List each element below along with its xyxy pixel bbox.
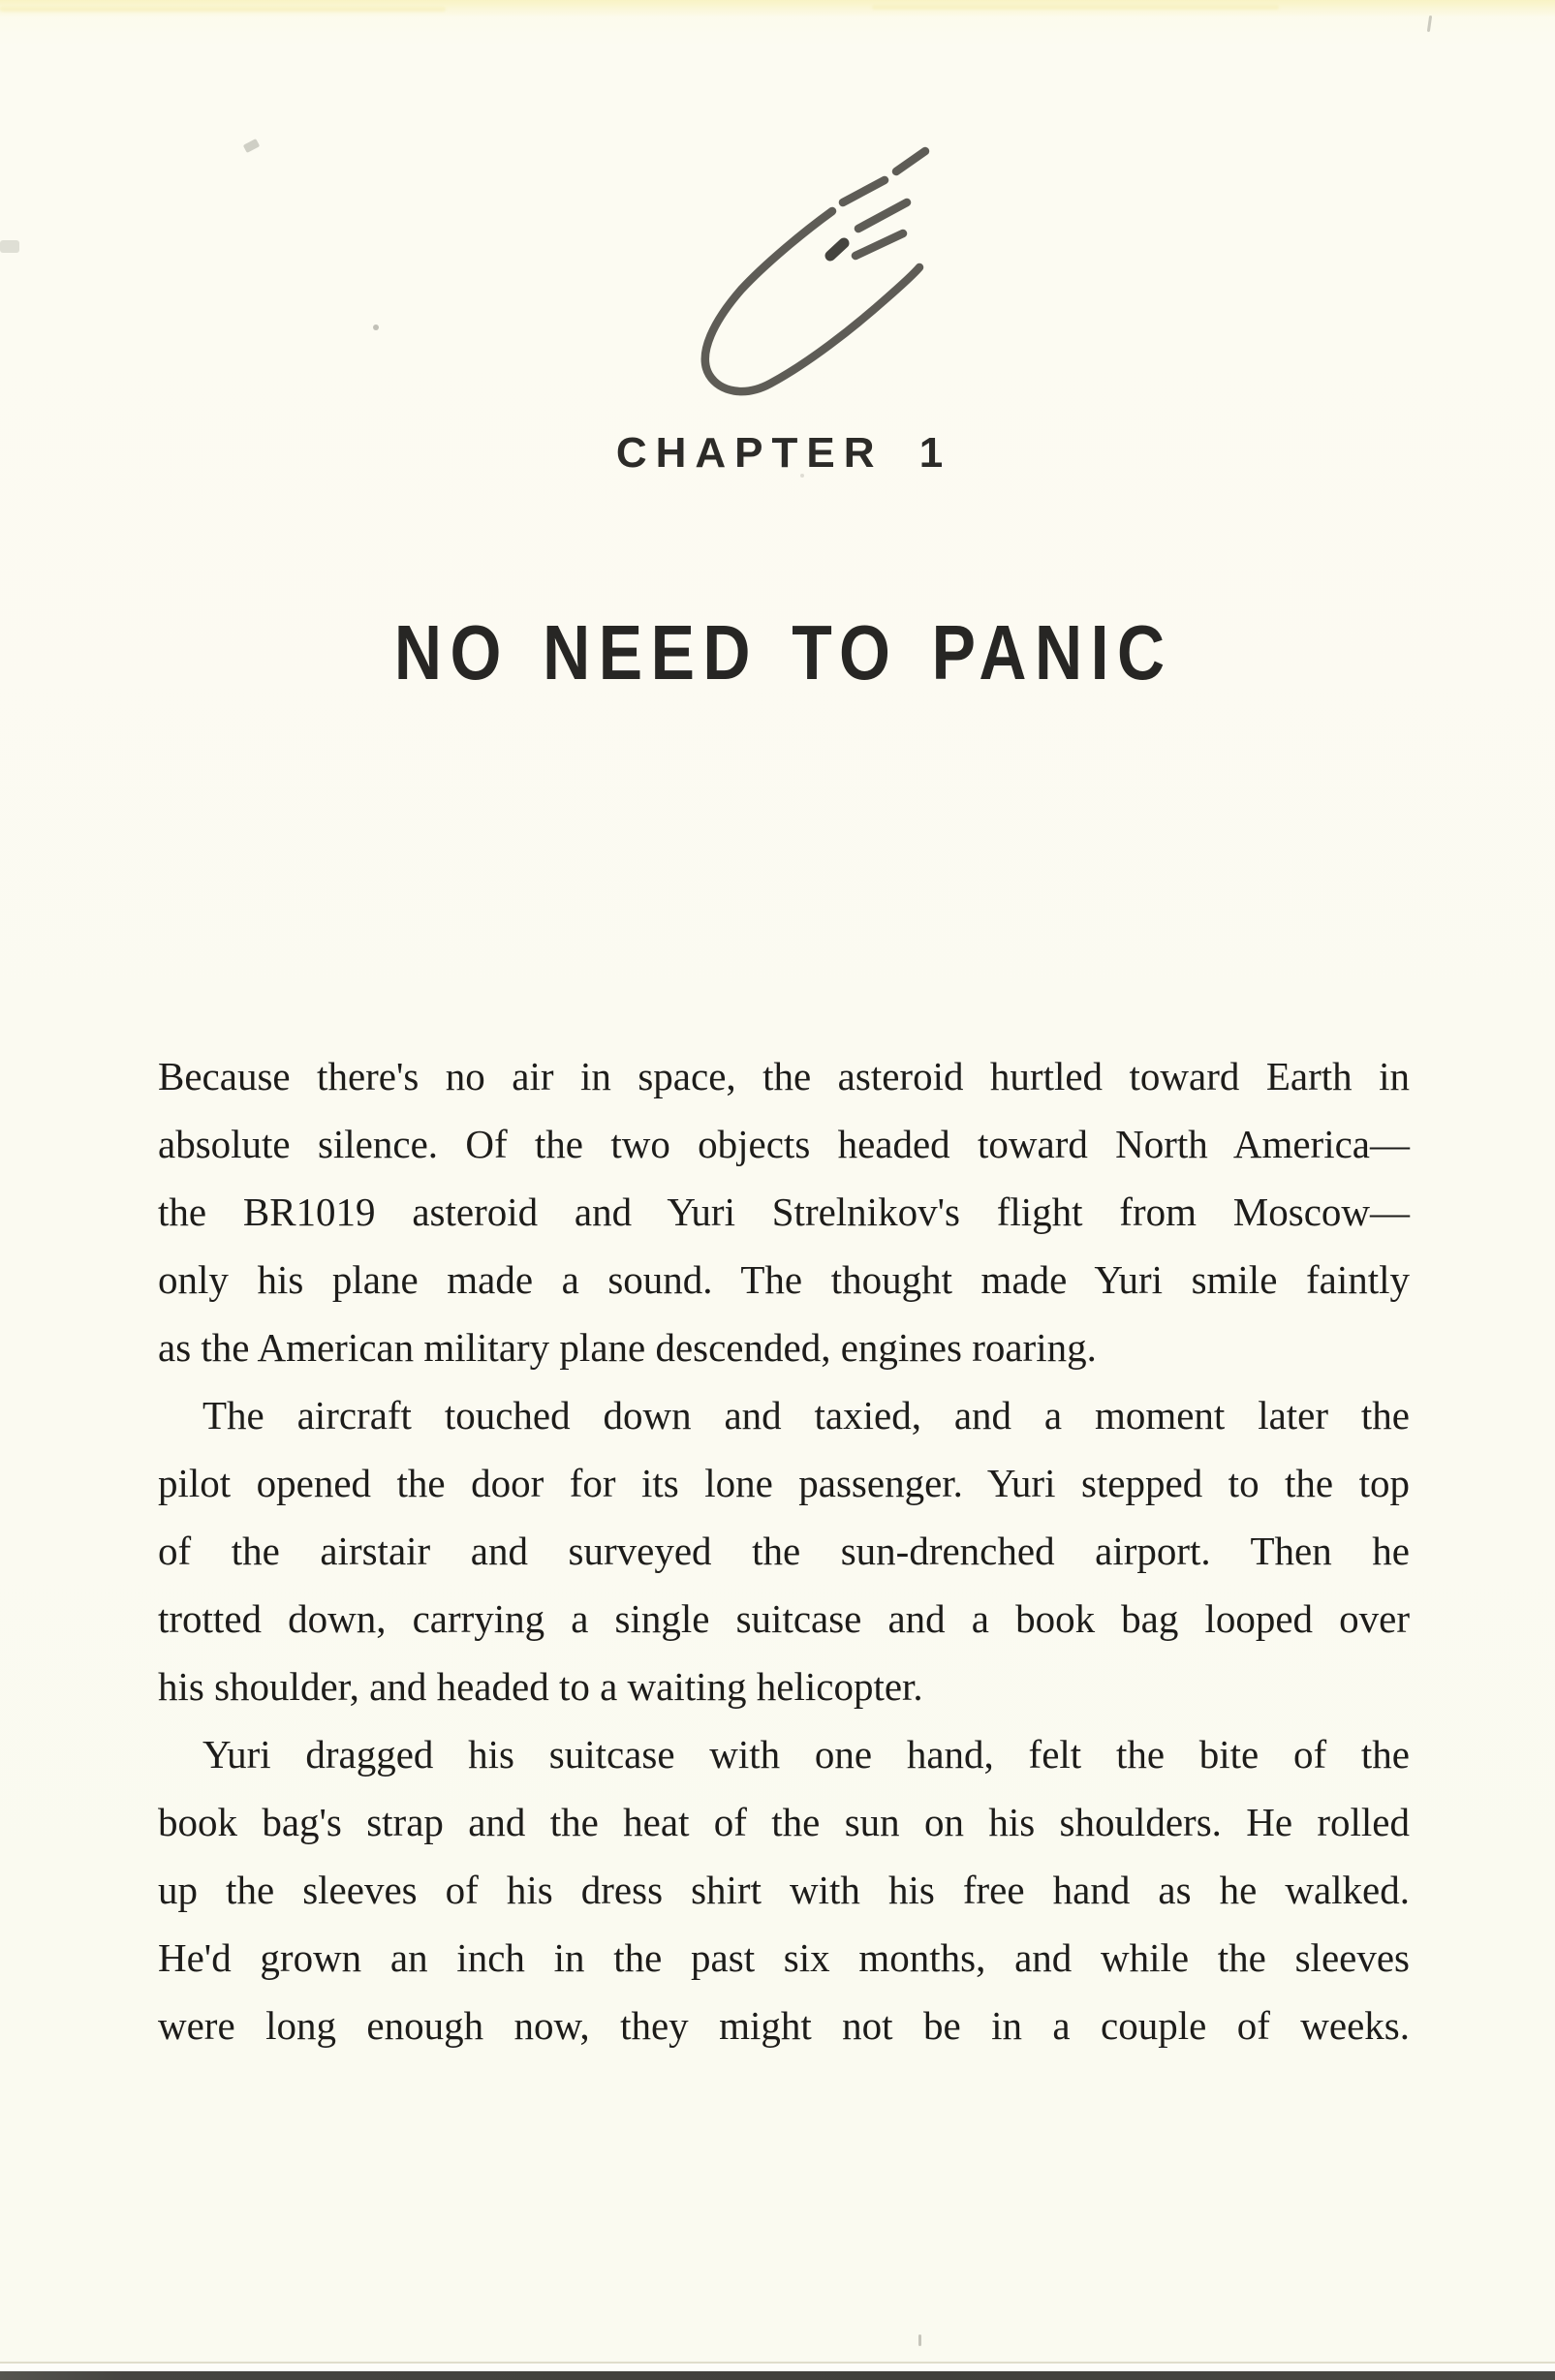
text-line: absolute silence. Of the two objects headed toward North America— [158,1122,1410,1166]
body-text [158,1042,1410,2059]
scan-speck [0,240,19,253]
text-line: He'd grown an inch in the past six months, and while the sleeves [158,1935,1410,1980]
scan-speck [373,325,379,330]
scan-speck [918,2334,921,2346]
text-line: trotted down, carrying a single suitcase and a book bag looped over [158,1596,1410,1641]
text-line: were long enough now, they might not be in a couple of weeks. [158,2003,1410,2048]
text-line: only his plane made a sound. The thought made Yuri smile faintly [158,1257,1410,1302]
text-line: Because there's no air in space, the asteroid hurtled toward Earth in [158,1054,1410,1098]
chapter-title-text: NO NEED TO PANIC [394,609,1173,695]
text-line: book bag's strap and the heat of the sun on his shoulders. He rolled [158,1800,1410,1844]
scan-bottom-edge [0,2371,1555,2380]
chapter-label: CHAPTER 1 [615,429,952,477]
text-line: his shoulder, and headed to a waiting helicopter. [158,1664,923,1709]
text-line: of the airstair and surveyed the sun-drenched airport. Then he [158,1529,1410,1573]
scan-speck [1427,15,1432,32]
text-line: pilot opened the door for its lone passenger. Yuri stepped to the top [158,1461,1410,1505]
text-line: as the American military plane descended, engines roaring. [158,1325,1097,1370]
text-line: up the sleeves of his dress shirt with his free hand as he walked. [158,1868,1410,1912]
text-line: The aircraft touched down and taxied, and a moment later the [202,1393,1410,1437]
scan-speck [800,474,804,478]
scan-speck [243,139,260,153]
scan-bottom-strip [0,2364,1555,2371]
text-line: the BR1019 asteroid and Yuri Strelnikov's flight from Moscow— [158,1190,1410,1234]
chapter-title [158,608,1410,697]
comet-icon [651,121,971,441]
scan-streak [0,7,446,12]
scan-streak [872,5,1279,10]
text-line: Yuri dragged his suitcase with one hand, felt the bite of the [202,1732,1410,1777]
